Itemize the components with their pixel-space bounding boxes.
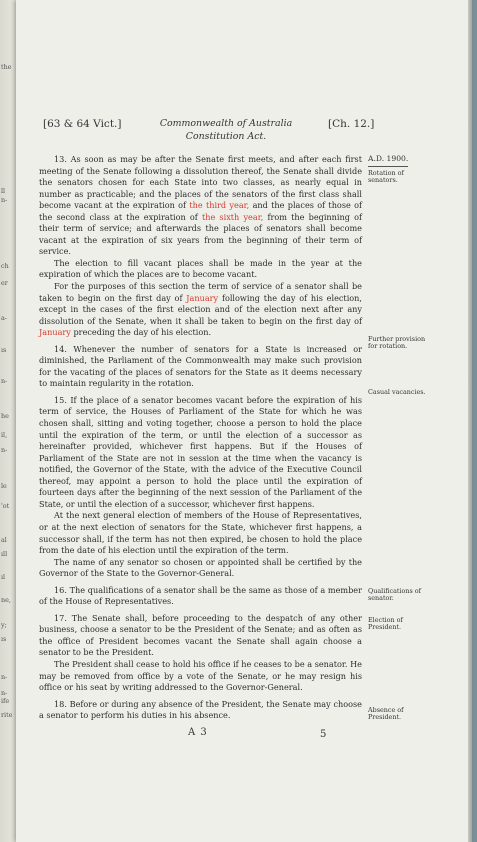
regnal-year: [63 & 64 Vict.] xyxy=(43,118,122,130)
section-13-text: from the beginning of their term of service; and afterwards the places of senators shall become vacant at the expiration of six years from the beginning of their term of service. xyxy=(39,211,362,257)
section-13-text: and the places of those of the second class at the expiration of xyxy=(39,200,362,222)
margin-note-casual-vacancies: Casual vacancies. xyxy=(368,388,426,396)
section-16-paragraph: 16. The qualifications of a senator shall be the same as those of a member of the House of Representatives. xyxy=(39,584,362,607)
edge-fragment: y; xyxy=(1,621,7,629)
edge-fragment: n- xyxy=(1,446,8,454)
margin-rule xyxy=(368,166,408,167)
page-number: 5 xyxy=(320,729,327,740)
edge-fragment: rite xyxy=(1,711,13,719)
edge-fragment: ıl xyxy=(1,573,6,581)
margin-note-qualifications: Qualifications of senator. xyxy=(368,587,422,603)
section-15-paragraph: 15. If the place of a senator becomes vacant before the expiration of his term of service, the Houses of Parliament of the State for which he was chosen shall, sitting and voting together, choose a person to hold the place until the expiration of the term, or until the election of a successor as hereinafter provided, whichever first happens. But if the Houses of Parliament of the State are not in session at the time when the vacancy is notified, the Governor of the State, with the advice of the Executive Council thereof, may appoint a person to hold the place until the expiration of fourteen days after the beginning of the next session of the Parliament of the State, or until the election of a successor, whichever first happens. xyxy=(39,394,362,509)
edge-fragment: ıs xyxy=(1,346,7,354)
edge-fragment: 'ot xyxy=(1,502,10,510)
edge-fragment: n- xyxy=(1,673,8,681)
edge-fragment: al xyxy=(1,536,7,544)
red-annotation: the sixth year, xyxy=(201,211,264,222)
section-13-text: preceding the day of his election. xyxy=(73,327,212,338)
edge-fragment: ll xyxy=(1,187,6,195)
running-title-line-2: Constitution Act. xyxy=(185,131,267,142)
margin-note-rotation: Rotation of senators. xyxy=(368,169,404,185)
edge-fragment: a- xyxy=(1,314,7,322)
edge-fragment: ne, xyxy=(1,596,11,604)
margin-year: A.D. 1900. xyxy=(368,154,409,163)
section-13-paragraph xyxy=(39,154,362,258)
section-13-text: following the day of his election, except in the cases of the first election and of the election next after any dissolution of the Senate, when it shall be taken to begin on the first day of xyxy=(39,292,362,326)
section-15-paragraph-3: The name of any senator so chosen or appointed shall be certified by the Governor of the State to the Governor-General. xyxy=(39,556,362,579)
section-17-paragraph-2: The President shall cease to hold his office if he ceases to be a senator. He may be removed from office by a vote of the Senate, or he may resign his office or his seat by writing addressed to the Governor-General. xyxy=(39,658,362,693)
red-annotation: January xyxy=(39,327,71,338)
edge-fragment: ıs xyxy=(1,635,7,643)
section-13-text: For the purposes of this section the term of service of a senator shall be taken to begin on the first day of xyxy=(39,281,362,303)
margin-note-absence-president: Absence of President. xyxy=(368,706,404,722)
section-13-paragraph-2: The election to fill vacant places shall be made in the year at the expiration of which the places are to become vacant. xyxy=(39,257,362,280)
edge-fragment: he xyxy=(1,412,9,420)
edge-fragment: n- xyxy=(1,377,8,385)
edge-fragment: le xyxy=(1,482,7,490)
section-13-paragraph-3 xyxy=(39,281,362,339)
edge-fragment: ıll xyxy=(1,550,8,558)
edge-fragment: er xyxy=(1,279,8,287)
section-17-paragraph: 17. The Senate shall, before proceeding to the despatch of any other business, choose a senator to be the President of the Senate; and as often as the office of President becomes vacant the Senate shall again choose a senator to be the President. xyxy=(39,612,362,658)
edge-fragment: n- xyxy=(1,196,8,204)
chapter-number: [Ch. 12.] xyxy=(328,118,375,130)
edge-fragment: ife xyxy=(1,697,10,705)
margin-note-further-provision: Further provision for rotation. xyxy=(368,335,426,351)
edge-fragment: the xyxy=(1,63,12,71)
edge-fragment: n- xyxy=(1,689,8,697)
section-14-paragraph: 14. Whenever the number of senators for a State is increased or diminished, the Parliament of the Commonwealth may make such provision for the vacating of the places of senators for the State as it deems necessary to maintain regularity in the rotation. xyxy=(39,343,362,389)
document-page xyxy=(16,0,472,842)
running-title-line-1: Commonwealth of Australia xyxy=(159,118,293,129)
margin-note-election-president: Election of President. xyxy=(368,616,403,632)
signature-mark: A 3 xyxy=(188,727,208,738)
running-title xyxy=(126,117,326,143)
section-18-paragraph: 18. Before or during any absence of the President, the Senate may choose a senator to perform his duties in his absence. xyxy=(39,698,362,721)
edge-fragment: ch xyxy=(1,262,9,270)
page-header xyxy=(16,118,472,148)
section-13-text: 13. As soon as may be after the Senate first meets, and after each first meeting of the Senate following a dissolution thereof, the Senate shall divide the senators chosen for each State into two classes, as nearly equal in number as practicable; and the places of the senators of the first class shall become vacant at the expiration of xyxy=(39,154,362,211)
red-annotation: January xyxy=(186,292,219,303)
edge-fragment: il, xyxy=(1,431,8,439)
red-annotation: the third year, xyxy=(189,200,250,211)
document-body xyxy=(39,154,362,722)
section-15-paragraph-2: At the next general election of members of the House of Representatives, or at the next election of senators for the State, whichever first happens, a successor shall, if the term has not then expired, be chosen to hold the place from the date of his election until the expiration of the term. xyxy=(39,510,362,556)
